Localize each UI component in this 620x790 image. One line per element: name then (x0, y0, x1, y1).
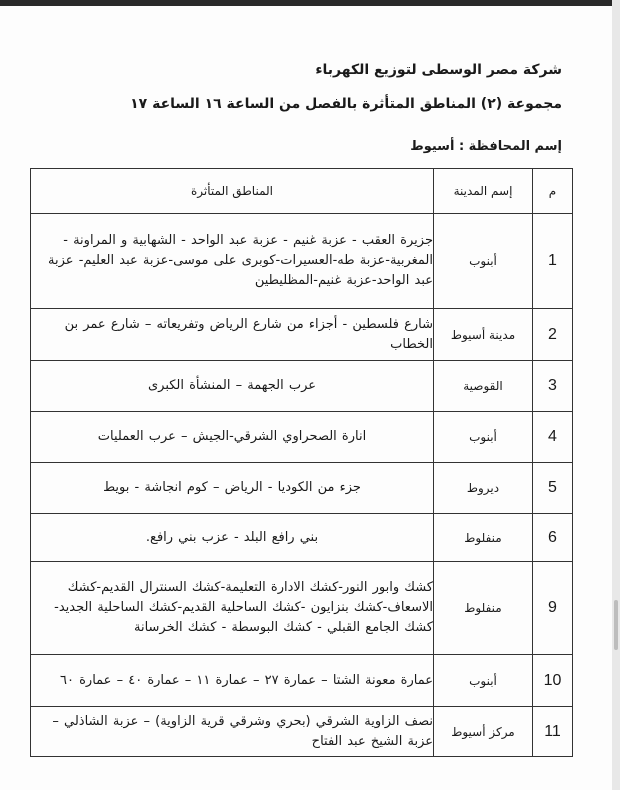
header-num: م (533, 169, 573, 214)
row-num: 10 (533, 655, 573, 707)
table-row (31, 562, 573, 655)
row-num: 4 (533, 412, 573, 463)
row-areas: انارة الصحراوي الشرقي-الجيش – عرب العمليات (31, 412, 434, 463)
row-areas: نصف الزاوية الشرقي (بحري وشرقي قرية الزاوية) – عزبة الشاذلي – عزبة الشيخ عبد الفتاح (31, 707, 434, 757)
company-name: شركة مصر الوسطى لتوزيع الكهرباء (315, 62, 562, 78)
table-row (31, 214, 573, 309)
row-areas: شارع فلسطين - أجزاء من شارع الرياض وتفريعاته – شارع عمر بن الخطاب (31, 309, 434, 361)
row-city: منفلوط (434, 562, 533, 655)
row-num: 3 (533, 361, 573, 412)
table-header-row (31, 169, 573, 214)
group-title: مجموعة (٢) المناطق المتأثرة بالفصل من الساعة ١٦ الساعة ١٧ (130, 96, 562, 112)
row-city: مدينة أسيوط (434, 309, 533, 361)
row-areas: بني رافع البلد - عزب بني رافع. (31, 514, 434, 562)
header-city: إسم المدينة (434, 169, 533, 214)
governorate-line: إسم المحافظة : أسيوط (410, 139, 562, 154)
scan-top-edge (0, 0, 620, 6)
table-row (31, 514, 573, 562)
table-row (31, 707, 573, 757)
table-row (31, 412, 573, 463)
table-row (31, 309, 573, 361)
row-num: 5 (533, 463, 573, 514)
row-city: أبنوب (434, 655, 533, 707)
row-num: 11 (533, 707, 573, 757)
row-city: مركز أسيوط (434, 707, 533, 757)
row-areas: جزيرة العقب - عزبة غنيم - عزبة عبد الواحد - الشهابية و المراونة - المغربية-عزبة طه-العسيرات-كوبرى على موسى-عزبة عبد العليم- عزبة عبد الواحد-عزبة غنيم-المظليطين (31, 214, 434, 309)
scrollbar-thumb[interactable] (614, 600, 618, 650)
affected-areas-table (30, 168, 573, 757)
row-areas: كشك وابور النور-كشك الادارة التعليمة-كشك السنترال القديم-كشك الاسعاف-كشك بنزايون -كشك الساحلية القديم-كشك الساحلية الجديد-كشك الجامع القبلي - كشك البوسطة - كشك الخرسانة (31, 562, 434, 655)
row-num: 9 (533, 562, 573, 655)
row-city: القوصية (434, 361, 533, 412)
row-areas: جزء من الكوديا - الرياض – كوم انجاشة - بويط (31, 463, 434, 514)
row-areas: عرب الجهمة – المنشأة الكبرى (31, 361, 434, 412)
scan-right-edge (612, 0, 620, 790)
row-num: 1 (533, 214, 573, 309)
row-areas: عمارة معونة الشتا – عمارة ٢٧ – عمارة ١١ – عمارة ٤٠ – عمارة ٦٠ (31, 655, 434, 707)
table-row (31, 361, 573, 412)
table-row (31, 655, 573, 707)
row-city: منفلوط (434, 514, 533, 562)
table-row (31, 463, 573, 514)
row-num: 6 (533, 514, 573, 562)
header-areas: المناطق المتأثرة (31, 169, 434, 214)
row-city: أبنوب (434, 412, 533, 463)
row-city: ديروط (434, 463, 533, 514)
row-city: أبنوب (434, 214, 533, 309)
row-num: 2 (533, 309, 573, 361)
